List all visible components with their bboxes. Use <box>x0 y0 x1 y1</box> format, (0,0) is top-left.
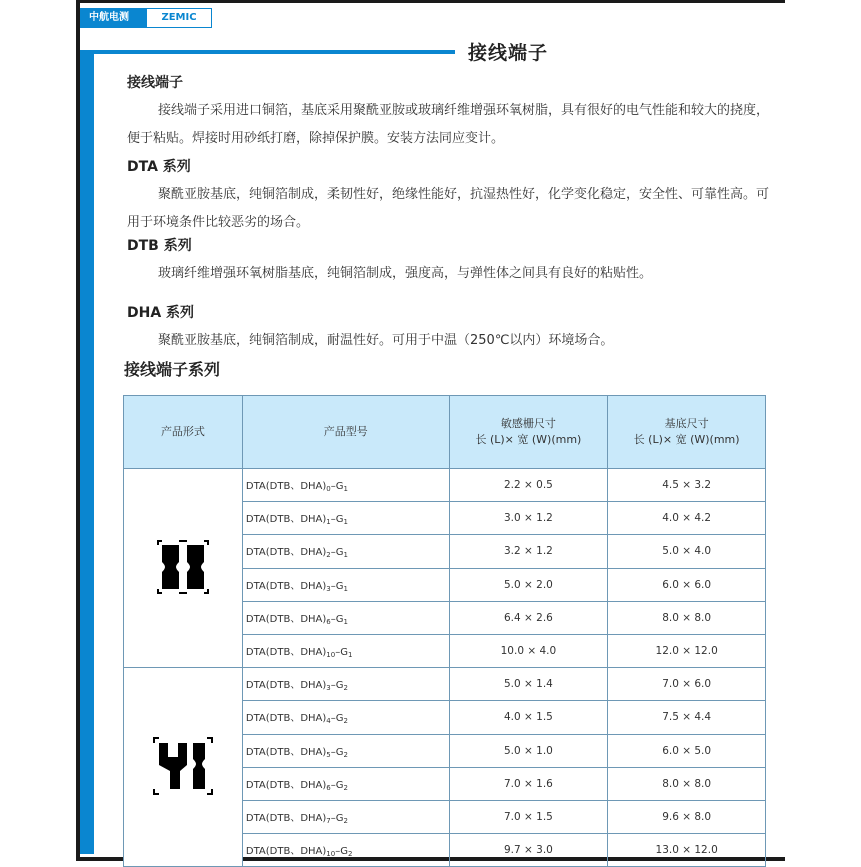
model-type-sub: 1 <box>343 485 348 494</box>
header-model <box>242 396 449 469</box>
header-label: 产品型号 <box>323 425 368 438</box>
model-type-sub: 2 <box>343 783 348 792</box>
table-header-row <box>124 396 766 469</box>
model-size-sub: 7 <box>326 816 331 825</box>
grid-size: 6.4 × 2.6 <box>449 601 608 634</box>
model-prefix: DTA(DTB、DHA) <box>245 779 327 791</box>
model-size-sub: 5 <box>326 750 331 759</box>
model-type-sub: 2 <box>343 717 348 726</box>
grid-size: 7.0 × 1.6 <box>449 767 608 800</box>
table-row <box>124 668 766 701</box>
model-type-sub: 2 <box>343 684 348 693</box>
intro-heading: 接线端子 <box>127 75 183 91</box>
product-model <box>242 800 449 833</box>
base-size: 12.0 × 12.0 <box>608 634 766 667</box>
product-model <box>242 601 449 634</box>
model-suffix: –G <box>330 580 344 592</box>
model-suffix: –G <box>330 779 344 791</box>
model-type-sub: 2 <box>343 816 348 825</box>
brand-name-cn: 中航电测 <box>81 9 147 27</box>
header-sublabel: 长 (L)× 宽 (W)(mm) <box>633 433 740 446</box>
product-model <box>242 767 449 800</box>
header-sublabel: 长 (L)× 宽 (W)(mm) <box>475 433 582 446</box>
model-suffix: –G <box>330 812 344 824</box>
base-size: 9.6 × 8.0 <box>608 800 766 833</box>
model-prefix: DTA(DTB、DHA) <box>245 746 327 758</box>
model-prefix: DTA(DTB、DHA) <box>245 846 327 858</box>
model-type-sub: 2 <box>343 750 348 759</box>
product-model <box>242 634 449 667</box>
model-size-sub: 10 <box>326 850 336 859</box>
model-prefix: DTA(DTB、DHA) <box>245 613 327 625</box>
product-model <box>242 502 449 535</box>
model-size-sub: 0 <box>326 485 331 494</box>
base-size: 8.0 × 8.0 <box>608 767 766 800</box>
brand-logo <box>80 8 212 28</box>
header-base-size <box>608 396 766 469</box>
product-model <box>242 834 449 867</box>
model-type-sub: 1 <box>343 551 348 560</box>
product-model <box>242 535 449 568</box>
page-frame-top <box>76 0 785 3</box>
model-type-sub: 2 <box>347 850 353 859</box>
model-size-sub: 6 <box>326 617 331 626</box>
base-size: 6.0 × 5.0 <box>608 734 766 767</box>
model-prefix: DTA(DTB、DHA) <box>245 547 327 559</box>
model-suffix: –G <box>330 613 344 625</box>
terminal-spec-table <box>123 395 766 867</box>
product-shape-cell <box>124 668 243 867</box>
grid-size: 10.0 × 4.0 <box>449 634 608 667</box>
base-size: 7.0 × 6.0 <box>608 668 766 701</box>
intro-text: 接线端子采用进口铜箔，基底采用聚酰亚胺或玻璃纤维增强环氧树脂，具有很好的电气性能和较大的挠度，便于粘贴。焊接时用砂纸打磨，除掉保护膜。安装方法同应变计。 <box>127 103 770 146</box>
model-size-sub: 6 <box>326 783 331 792</box>
table-title: 接线端子系列 <box>124 360 221 379</box>
model-size-sub: 3 <box>326 584 331 593</box>
base-size: 4.5 × 3.2 <box>608 469 766 502</box>
series-heading-dtb: DTB 系列 <box>127 238 192 254</box>
model-suffix: –G <box>330 547 344 559</box>
model-size-sub: 3 <box>326 684 331 693</box>
grid-size: 5.0 × 2.0 <box>449 568 608 601</box>
model-prefix: DTA(DTB、DHA) <box>245 580 327 592</box>
model-suffix: –G <box>330 680 344 692</box>
model-prefix: DTA(DTB、DHA) <box>245 680 327 692</box>
product-model <box>242 668 449 701</box>
model-size-sub: 2 <box>326 551 331 560</box>
grid-size: 4.0 × 1.5 <box>449 701 608 734</box>
series-text-dha: 聚酰亚胺基底，纯铜箔制成，耐温性好。可用于中温（250℃以内）环境场合。 <box>158 333 614 348</box>
model-suffix: –G <box>330 481 344 493</box>
grid-size: 5.0 × 1.0 <box>449 734 608 767</box>
grid-size: 3.0 × 1.2 <box>449 502 608 535</box>
grid-size: 2.2 × 0.5 <box>449 469 608 502</box>
header-label: 基底尺寸 <box>664 417 709 430</box>
model-suffix: –G <box>330 746 344 758</box>
header-label: 产品形式 <box>160 425 205 438</box>
series-heading-dha: DHA 系列 <box>127 305 195 321</box>
base-size: 6.0 × 6.0 <box>608 568 766 601</box>
header-grid-size <box>449 396 608 469</box>
series-heading-dta: DTA 系列 <box>127 159 191 175</box>
model-size-sub: 4 <box>326 717 331 726</box>
decorative-band-horizontal <box>80 50 455 54</box>
double-pad-terminal-icon <box>157 585 209 597</box>
model-type-sub: 1 <box>343 617 348 626</box>
model-suffix: –G <box>330 514 344 526</box>
model-type-sub: 1 <box>343 584 348 593</box>
base-size: 4.0 × 4.2 <box>608 502 766 535</box>
model-prefix: DTA(DTB、DHA) <box>245 481 327 493</box>
product-model <box>242 568 449 601</box>
model-prefix: DTA(DTB、DHA) <box>245 713 327 725</box>
model-suffix: –G <box>330 713 344 725</box>
product-model <box>242 734 449 767</box>
product-model <box>242 701 449 734</box>
model-suffix: –G <box>335 846 348 858</box>
grid-size: 5.0 × 1.4 <box>449 668 608 701</box>
model-prefix: DTA(DTB、DHA) <box>245 514 327 526</box>
series-text-dta: 聚酰亚胺基底，纯铜箔制成，柔韧性好，绝缘性能好，抗湿热性好，化学变化稳定，安全性、可靠性高。可用于环境条件比较恶劣的场合。 <box>127 187 770 230</box>
base-size: 13.0 × 12.0 <box>608 834 766 867</box>
model-size-sub: 10 <box>326 651 336 660</box>
base-size: 8.0 × 8.0 <box>608 601 766 634</box>
model-size-sub: 1 <box>326 518 331 527</box>
grid-size: 7.0 × 1.5 <box>449 800 608 833</box>
model-prefix: DTA(DTB、DHA) <box>245 812 327 824</box>
base-size: 7.5 × 4.4 <box>608 701 766 734</box>
model-type-sub: 1 <box>343 518 348 527</box>
table-row <box>124 469 766 502</box>
series-text-dtb: 玻璃纤维增强环氧树脂基底，纯铜箔制成，强度高，与弹性体之间具有良好的粘贴性。 <box>158 266 653 281</box>
base-size: 5.0 × 4.0 <box>608 535 766 568</box>
brand-name-en: ZEMIC <box>147 9 211 27</box>
header-label: 敏感栅尺寸 <box>500 417 556 430</box>
header-shape <box>124 396 243 469</box>
decorative-band-vertical <box>80 50 94 854</box>
page-title: 接线端子 <box>468 42 549 64</box>
grid-size: 3.2 × 1.2 <box>449 535 608 568</box>
product-model <box>242 469 449 502</box>
model-prefix: DTA(DTB、DHA) <box>245 647 327 659</box>
grid-size: 9.7 × 3.0 <box>449 834 608 867</box>
y-pad-terminal-icon <box>153 786 213 798</box>
model-type-sub: 1 <box>347 651 353 660</box>
model-suffix: –G <box>335 647 348 659</box>
product-shape-cell <box>124 469 243 668</box>
